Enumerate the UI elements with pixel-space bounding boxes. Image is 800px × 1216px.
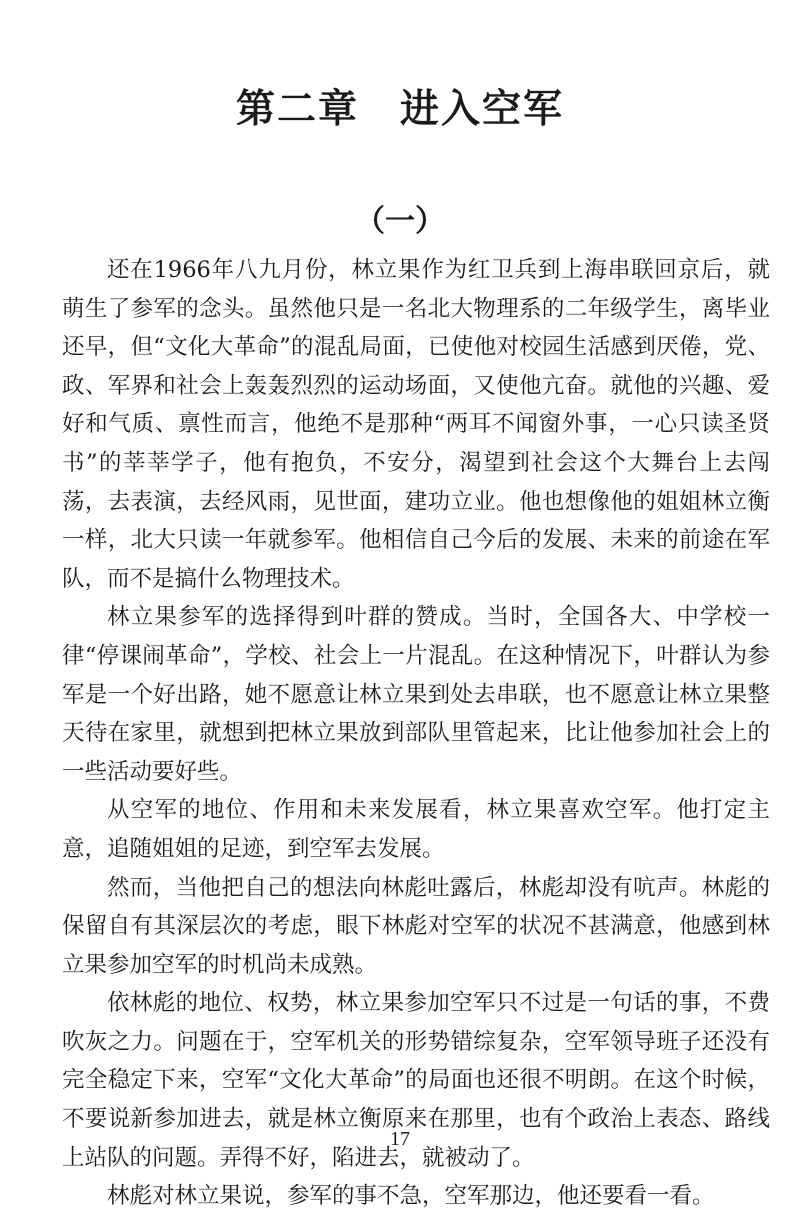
paragraph: 从空军的地位、作用和未来发展看，林立果喜欢空军。他打定主意，追随姐姐的足迹，到空军去发展。 [62,797,770,862]
paragraph: 林立果参军的选择得到叶群的赞成。当时，全国各大、中学校一律“停课闹革命”，学校、社会上一片混乱。在这种情况下，叶群认为参军是一个好出路，她不愿意让林立果到处去串联，也不愿意让林立果整天待在家里，就想到把林立果放到部队里管起来，比让他参加社会上的一些活动要好些。 [62,604,770,785]
body-text [62,251,770,1216]
chapter-title: 第二章 进入空军 [235,87,564,132]
paragraph: 还在1966年八九月份，林立果作为红卫兵到上海串联回京后，就萌生了参军的念头。虽然他只是一名北大物理系的二年级学生，离毕业还早，但“文化大革命”的混乱局面，已使他对校园生活感到厌倦，党、政、军界和社会上轰轰烈烈的运动场面，又使他亢奋。就他的兴趣、爱好和气质、禀性而言，他绝不是那种“两耳不闻窗外事，一心只读圣贤书”的莘莘学子，他有抱负，不安分，渴望到社会这个大舞台上去闯荡，去表演，去经风雨，见世面，建功立业。他也想像他的姐姐林立衡一样，北大只读一年就参军。他相信自己今后的发展、未来的前途在军队，而不是搞什么物理技术。 [62,257,770,592]
paragraph: 依林彪的地位、权势，林立果参加空军只不过是一句话的事，不费吹灰之力。问题在于，空军机关的形势错综复杂，空军领导班子还没有完全稳定下来，空军“文化大革命”的局面也还很不明朗。在这个时候，不要说新参加进去，就是林立衡原来在那里，也有个政治上表态、路线上站队的问题。弄得不好，陷进去，就被动了。 [62,990,770,1171]
paragraph: 林彪对林立果说，参军的事不急，空军那边，他还要看一看。 [107,1183,715,1210]
page-number: 17 [390,1128,410,1150]
paragraph: 然而，当他把自己的想法向林彪吐露后，林彪却没有吭声。林彪的保留自有其深层次的考虑，眼下林彪对空军的状况不甚满意，他感到林立果参加空军的时机尚未成熟。 [62,874,770,978]
section-title: （一） [355,204,445,239]
